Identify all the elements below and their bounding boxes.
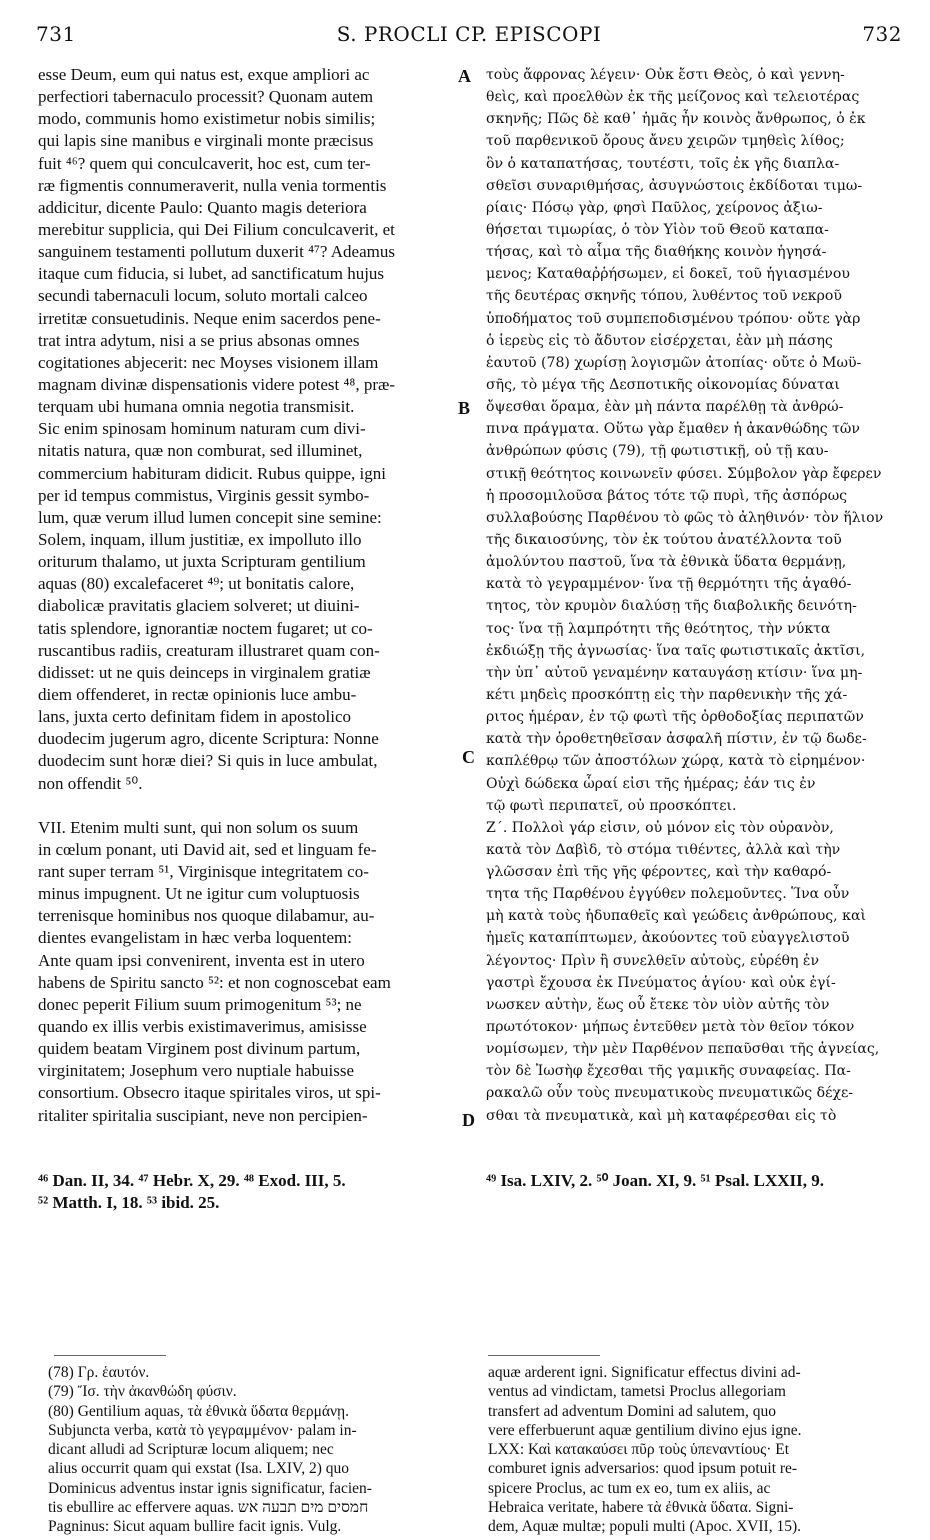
note-line: vere efferbuerunt aquæ gentilium divino ejus igne. (488, 1421, 802, 1439)
editor-notes-left (48, 1363, 470, 1536)
latin-text-line: aquas (80) excalefaceret ⁴⁹; ut bonitatis calore, (38, 574, 355, 594)
latin-text-line: terrenisque hominibus nos quoque dilabamur, au- (38, 906, 375, 926)
latin-text-line: ruscantibus radiis, creaturam illustraret quam con- (38, 640, 380, 660)
latin-text-line: lum, quæ verum illud lumen concepit sine semine: (38, 507, 382, 527)
greek-text-line: ἡμεῖς καταπίπτωμεν, ἀκούοντες τοῦ εὐαγγελιστοῦ (486, 930, 850, 947)
page-number-left: 731 (36, 22, 76, 46)
greek-text-line: τήσας, καὶ τὸ αἷμα τῆς διαθήκης κοινὸν ἡγησά- (486, 244, 827, 261)
latin-text-line: minus impugnent. Ut ne igitur cum voluptuosis (38, 884, 360, 904)
greek-text-line: τῆς δευτέρας σκηνῆς τόπου, λυθέντος τοῦ νεκροῦ (486, 288, 842, 305)
greek-text-line: νωσκεν αὐτὴν, ἕως οὗ ἔτεκε τὸν υἱὸν αὐτῆς τὸν (486, 996, 830, 1013)
greek-text-line: τος· ἵνα τῇ λαμπρότητι τῆς θεότητος, τὴν νύκτα (486, 620, 831, 637)
greek-text-line: ρακαλῶ οὖν τοὺς πνευματικοὺς πνευματικῶς δέχε- (486, 1085, 854, 1102)
latin-text-line: quando ex illis verbis existimaverimus, amisisse (38, 1017, 367, 1037)
latin-text-line: virginitatem; Josephum vero nuptiale habuisse (38, 1061, 355, 1081)
latin-text-line: didisset: ut ne quis deinceps in virginalem gratiæ (38, 662, 371, 682)
note-line: ventus ad vindictam, tametsi Proclus allegoriam (488, 1383, 786, 1401)
latin-text-line: nitatis natura, quæ non comburat, sed illuminet, (38, 441, 363, 461)
greek-text-line: θεὶς, καὶ προελθὼν ἐκ τῆς μείζονος καὶ τελειοτέρας (486, 89, 860, 106)
greek-text-line: Ζ΄. Πολλοὶ γάρ εἰσιν, οὐ μόνον εἰς τὸν οὐρανὸν, (486, 819, 834, 836)
note-line: Dominicus adventus instar ignis significatur, facien- (48, 1479, 372, 1497)
greek-text-line: σθαι τὰ πνευματικὰ, καὶ μὴ καταφέρεσθαι εἰς τὸ (486, 1107, 837, 1124)
greek-text-line: θήσεται τιμωρίας, ὁ τὸν Υἱὸν τοῦ Θεοῦ καταπα- (486, 221, 829, 238)
latin-text-line: diem offenderet, in rectæ opinionis luce ambu- (38, 684, 357, 704)
greek-text-line: ὑποδήματος τοῦ συμπεποδισμένου τρόπου· οὔτε γὰρ (486, 310, 861, 327)
greek-text-line: σθεῖσι συναριθμήσας, ἀσυγνώστοις ἐκδίδοται τιμω- (486, 177, 863, 194)
footnote-refs-left-2: ⁵² Matth. I, 18. ⁵³ ibid. 25. (38, 1193, 220, 1212)
greek-text-line: πινα πράγματα. Οὕτω γὰρ ἔμαθεν ἡ ἀκανθώδης τῶν (486, 421, 860, 438)
latin-text-line: fuit ⁴⁶? quem qui conculcaverit, hoc est, cum ter- (38, 153, 371, 173)
note-line: spicere Proclus, ac tum ex eo, tum ex aliis, ac (488, 1479, 771, 1497)
greek-text-line: ὄψεσθαι ὅραμα, ἐὰν μὴ πάντα παρέλθῃ τὰ ἀνθρώ- (486, 399, 844, 416)
latin-text-line: perfectiori tabernaculo processit? Quonam autem (38, 87, 374, 107)
greek-text-line: τητα τῆς Παρθένου ἐγγύθεν πολεμοῦντες. Ἵνα οὖν (486, 886, 850, 903)
latin-text-line: habens de Spiritu sancto ⁵²: et non cognoscebat eam (38, 972, 391, 992)
note-line: (80) Gentilium aquas, τὰ ἐθνικὰ ὕδατα θερμάνῃ. (48, 1402, 350, 1420)
latin-text-line: commercium habituram didicit. Rubus quippe, igni (38, 463, 386, 483)
page-header (36, 14, 902, 54)
latin-text-line: Sic enim spinosam hominum naturam cum divi- (38, 419, 366, 439)
latin-text-line: trat intra adytum, nisi a se prius absonas omnes (38, 330, 360, 350)
greek-text-line: ἡ προσομιλοῦσα βάτος τότε τῷ πυρὶ, τῆς ἀσπόρως (486, 487, 848, 504)
note-line: (78) Γρ. ἑαυτόν. (48, 1364, 150, 1381)
latin-text-line: Ante quam ipsi convenirent, inventa est in utero (38, 950, 365, 970)
latin-text-line: diabolicæ pravitatis glaciem solveret; ut diuini- (38, 596, 360, 616)
greek-text-line: ριτος ἡμέραν, ἐν τῷ φωτὶ τῆς ὀρθοδοξίας περιπατῶν (486, 709, 864, 726)
latin-text-line: rant super terram ⁵¹, Virginisque integritatem co- (38, 862, 369, 882)
greek-text-line: τὴν ὑπ᾽ αὐτοῦ γεναμένην καταυγάσῃ κτίσιν· ἵνα μη- (486, 664, 863, 681)
latin-text-line: dientes evangelistam in hæc verba loquentem: (38, 928, 352, 948)
greek-text-line: τοῦ παρθενικοῦ ὄρους ἄνευ χειρῶν τμηθεὶς λίθος; (486, 133, 845, 150)
latin-text-line: non offendit ⁵⁰. (38, 773, 143, 793)
latin-text-line (38, 795, 456, 817)
margin-letter-d: D (462, 1110, 475, 1130)
greek-text-line: σῆς, τὸ μέγα τῆς Δεσποτικῆς οἰκονομίας δύναται (486, 376, 840, 393)
latin-text-line: duodecim jugerum agro, dicente Scriptura: Nonne (38, 729, 379, 749)
latin-text-line: modo, communis homo existimetur nobis similis; (38, 109, 376, 129)
latin-text-line: merebitur supplicia, qui Dei Filium conculcaverit, et (38, 219, 395, 239)
running-title: S. PROCLI CP. EPISCOPI (336, 22, 602, 46)
note-line: tis ebullire ac effervere aquas. חמסים מים תבעה אש (48, 1498, 369, 1516)
latin-text-line: VII. Etenim multi sunt, qui non solum os suum (38, 817, 359, 837)
greek-text-line: συλλαβούσης Παρθένου τὸ φῶς τὸ ἀληθινόν· τὸν ἥλιον (486, 509, 884, 526)
latin-text-line: terquam ubi humana omnia negotia transmisit. (38, 397, 355, 417)
notes-rule-left (54, 1355, 166, 1356)
greek-text-line: τοὺς ἄφρονας λέγειν· Οὐκ ἔστι Θεὸς, ὁ καὶ γεννη- (486, 67, 845, 83)
greek-text-line: ἀμολύντου παστοῦ, ἵνα τὰ ἐθνικὰ ὕδατα θερμάνῃ, (486, 554, 847, 571)
greek-text-line: γαστρὶ ἔχουσα ἐκ Πνεύματος ἁγίου· καὶ οὐκ ἐγί- (486, 974, 836, 991)
greek-column (486, 64, 904, 1127)
note-line: alius occurrit quam qui exstat (Isa. LXIV, 2) quo (48, 1460, 350, 1478)
greek-text-line: μενος; Καταθαῤῥήσωμεν, εἰ δοκεῖ, τοῦ ἡγιασμένου (486, 266, 850, 283)
greek-text-line: ἀνθρώπων φύσις (79), τῇ φωτιστικῇ, οὐ τῇ καυ- (486, 443, 829, 460)
latin-text-line: consortium. Obsecro itaque spiritales viros, ut spi- (38, 1083, 381, 1103)
latin-text-line: esse Deum, eum qui natus est, exque ampliori ac (38, 65, 370, 84)
latin-text-line: lans, juxta certo definitam fidem in apostolico (38, 707, 351, 727)
greek-text-line: κατὰ τὸ γεγραμμένον· ἵνα τῇ θερμότητι τῆς ἀγαθό- (486, 576, 852, 593)
greek-text-line: κατὰ τὸν Δαβὶδ, τὸ στόμα τιθέντες, ἀλλὰ καὶ τὴν (486, 841, 841, 858)
greek-text-line: στικῇ θεότητος κοινωνεῖν φύσει. Σύμβολον γὰρ ἔφερεν (486, 465, 882, 482)
footnote-refs-left-1: ⁴⁶ Dan. II, 34. ⁴⁷ Hebr. X, 29. ⁴⁸ Exod. III, 5. (38, 1171, 346, 1190)
latin-text-line: duodecim sunt horæ diei? Si quis in luce ambulat, (38, 751, 378, 771)
latin-text-line: ræ figmentis connumeraverit, nulla venia tormentis (38, 175, 387, 195)
latin-text-line: magnam divinæ dispensationis videre potest ⁴⁸, præ- (38, 374, 395, 394)
latin-text-line: quidem beatam Virginem post divinum partum, (38, 1039, 361, 1059)
greek-text-line: ὁ ἱερεὺς εἰς τὸ ἄδυτον εἰσέρχεται, ἐὰν μὴ πάσης (486, 332, 833, 349)
greek-text-line: σκηνῆς; Πῶς δὲ καθ᾽ ἡμᾶς ἦν κοινὸς ἄνθρωπος, ὁ ἐκ (486, 111, 866, 128)
greek-text-line: λέγοντος· Πρὶν ἢ συνελθεῖν αὐτοὺς, εὑρέθη ἐν (486, 952, 820, 969)
greek-text-line: τητος, τὸν κρυμὸν διαλύσῃ τῆς διαβολικῆς δεινότη- (486, 598, 857, 615)
note-line: dem, Aquæ multæ; populi multi (Apoc. XVII, 15). (488, 1518, 801, 1535)
latin-text-line: in cœlum ponant, uti David ait, sed et linguam fe- (38, 839, 377, 859)
greek-text-line: γλῶσσαν ἐπὶ τῆς γῆς φέροντες, καὶ τὴν καθαρό- (486, 864, 832, 881)
margin-letter-a: A (458, 66, 471, 86)
greek-text-line: ὃν ὁ καταπατήσας, τουτέστι, τοῖς ἐκ γῆς διαπλα- (486, 155, 840, 172)
latin-text-line: secundi tabernaculi locum, soluto mortali calceo (38, 286, 368, 306)
note-line: aquæ arderent igni. Significatur effectus divini ad- (488, 1364, 801, 1381)
notes-rule-right (488, 1355, 600, 1356)
greek-text-line: μὴ κατὰ τοὺς ἡδυπαθεῖς καὶ γεώδεις ἀνθρώπους, καὶ (486, 908, 866, 925)
greek-text-line: κατὰ τὴν ὁροθετηθεῖσαν ἀσφαλῆ πίστιν, ἐν τῷ δωδε- (486, 731, 867, 748)
latin-text-line: oriturum thalamo, ut juxta Scripturam gentilium (38, 552, 366, 572)
latin-column (38, 64, 456, 1127)
latin-text-line: irretitæ consuetudinis. Neque enim sacerdos pene- (38, 308, 381, 328)
note-line: Hebraica veritate, habere τὰ ἐθνικὰ ὕδατα. Signi- (488, 1498, 794, 1516)
greek-text-line: ἐκδιώξῃ τῆς ἀγνωσίας· ἵνα ταῖς φωτιστικαῖς ἀκτῖσι, (486, 642, 866, 659)
note-line: comburet ignis adversarios: quod ipsum potuit re- (488, 1460, 798, 1478)
note-line: LXX: Καὶ κατακαύσει πῦρ τοὺς ὑπεναντίους· Et (488, 1441, 790, 1458)
note-line: dicant alludi ad Scripturæ locum aliquem; nec (48, 1441, 334, 1458)
note-line: Pagninus: Sicut aquam bullire facit ignis. Vulg. (48, 1518, 342, 1535)
latin-text-line: ritaliter spiritalia suscipiant, neve non percipien- (38, 1105, 368, 1125)
latin-text-line: tatis splendore, ignorantiæ noctem fugaret; ut co- (38, 618, 373, 638)
footnote-refs-right-1: ⁴⁹ Isa. LXIV, 2. ⁵⁰ Joan. XI, 9. ⁵¹ Psal. LXXII, 9. (486, 1171, 825, 1190)
note-line: Subjuncta verba, κατὰ τὸ γεγραμμένον· palam in- (48, 1421, 357, 1439)
greek-text-line: καπλέθρῳ τῶν ἀποστόλων χώρᾳ, κατὰ τὸ εἰρημένον· (486, 753, 866, 770)
latin-text-line: addicitur, dicente Paulo: Quanto magis deteriora (38, 197, 367, 217)
note-line: (79) Ἴσ. τὴν ἀκανθώδη φύσιν. (48, 1383, 237, 1401)
latin-text-line: cogitationes abjecerit: nec Moyses visionem illam (38, 352, 379, 372)
greek-text-line: τῆς δικαιοσύνης, τὸν ἐκ τούτου ἀνατέλλοντα τοῦ (486, 531, 842, 548)
page-number-right: 732 (862, 22, 902, 46)
latin-text-line: itaque cum fiducia, si lubet, ad sanctificatum hujus (38, 264, 385, 284)
greek-text-line: πρωτότοκον· μήπως ἐντεῦθεν μετὰ τὸν θεῖον τόκον (486, 1019, 855, 1036)
margin-letter-b: B (458, 398, 471, 418)
greek-text-line: Οὐχὶ δώδεκα ὧραί εἰσι τῆς ἡμέρας; ἐάν τις ἐν (486, 775, 816, 792)
greek-text-line: τῷ φωτὶ περιπατεῖ, οὐ προσκόπτει. (486, 797, 737, 814)
latin-text-line: donec peperit Filium suum primogenitum ⁵³; ne (38, 994, 362, 1014)
greek-text-line: κέτι μηδεὶς προσκόπτῃ εἰς τὴν παρθενικὴν τῆς χά- (486, 686, 848, 703)
latin-text-line: per id tempus commistus, Virginis gessit symbo- (38, 485, 370, 505)
latin-text-line: qui lapis sine manibus e virginali monte præcisus (38, 131, 374, 151)
margin-letter-c: C (462, 747, 475, 767)
note-line: transfert ad adventum Domini ad salutem, quo (488, 1402, 776, 1420)
editor-notes-right (488, 1363, 904, 1536)
greek-text-line: νομίσωμεν, τὴν μὲν Παρθένον πεπαῦσθαι τῆς ἁγνείας, (486, 1041, 880, 1058)
latin-text-line: sanguinem testamenti pollutum duxerit ⁴⁷? Adeamus (38, 242, 395, 262)
greek-text-line: τὸν δὲ Ἰωσὴφ ἔχεσθαι τῆς γαμικῆς συναφείας. Πα- (486, 1063, 851, 1080)
greek-text-line: ρίαις· Πόσῳ γὰρ, φησὶ Παῦλος, χείρονος ἀξιω- (486, 199, 823, 216)
latin-text-line: Solem, inquam, illum justitiæ, ex impolluto illo (38, 529, 362, 549)
greek-text-line: ἑαυτοῦ (78) χωρίσῃ λογισμῶν ἀτοπίας· οὔτε ὁ Μωϋ- (486, 354, 862, 371)
